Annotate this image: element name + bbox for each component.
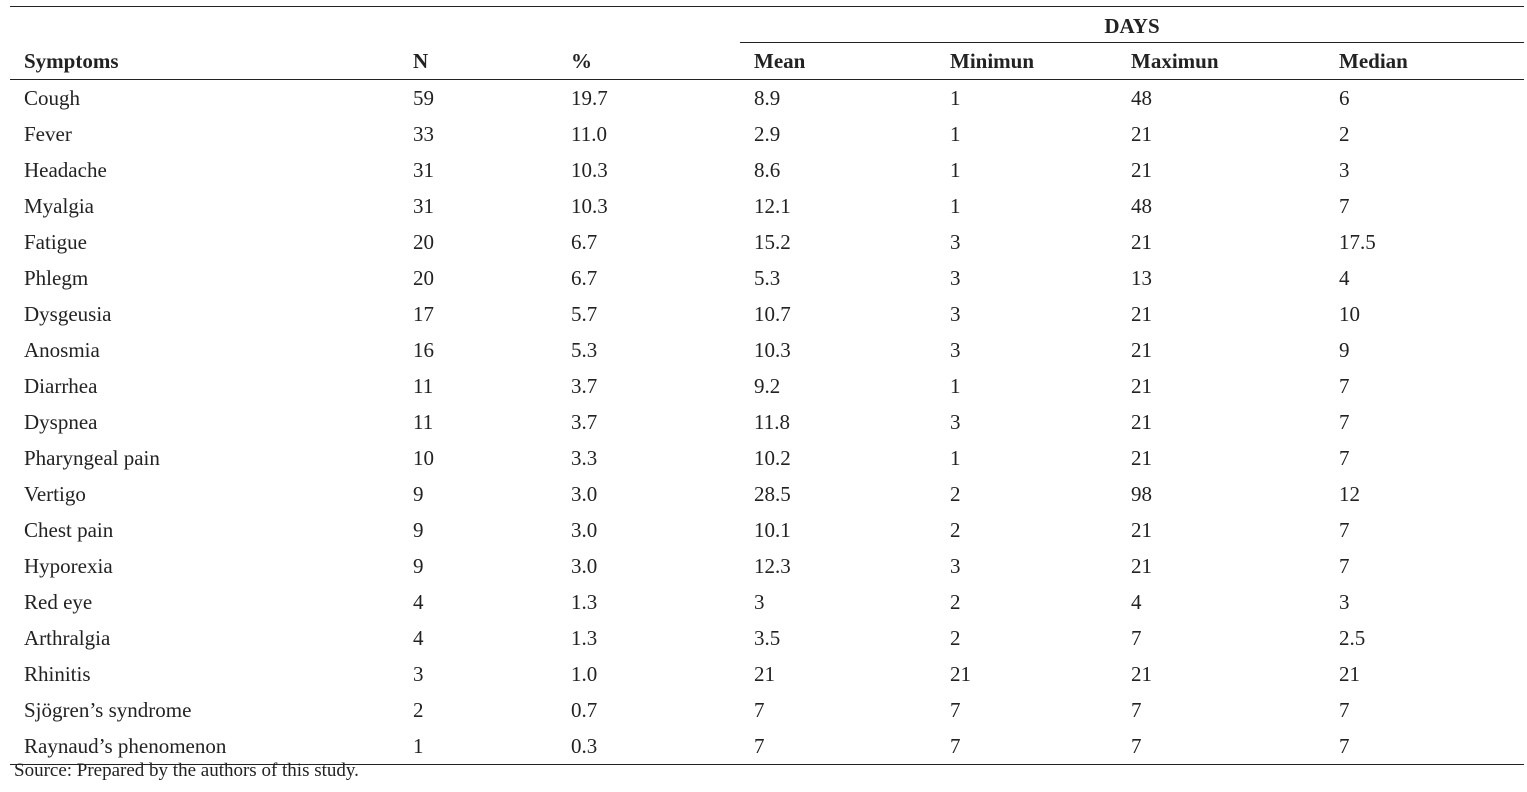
cell-median: 7 (1339, 193, 1350, 218)
cell-minimum: 1 (950, 445, 961, 470)
cell-symptom: Red eye (24, 589, 93, 614)
cell-minimum: 1 (950, 193, 961, 218)
cell-n: 3 (413, 661, 424, 686)
table-row (10, 80, 1524, 117)
cell-mean: 7 (754, 697, 765, 722)
cell-median: 4 (1339, 265, 1350, 290)
cell-minimum: 3 (950, 409, 961, 434)
cell-symptom: Raynaud’s phenomenon (10, 728, 399, 765)
days-group-header: DAYS (1104, 14, 1160, 38)
cell-maximum: 7 (1131, 697, 1142, 722)
cell-median: 7 (1339, 409, 1350, 434)
cell-percent: 1.3 (571, 589, 598, 614)
cell-percent: 3.7 (571, 409, 598, 434)
cell-symptom: Myalgia (24, 193, 94, 218)
cell-n: 59 (413, 85, 434, 110)
cell-symptom: Anosmia (24, 337, 100, 362)
cell-mean: 10.3 (754, 337, 791, 362)
cell-median: 12 (1339, 481, 1360, 506)
cell-percent: 0.7 (571, 697, 598, 722)
cell-percent: 6.7 (571, 265, 598, 290)
cell-n: 4 (413, 625, 424, 650)
table-row (10, 152, 1524, 188)
source-note: Source: Prepared by the authors of this study. (14, 760, 359, 781)
cell-percent: 5.3 (571, 337, 598, 362)
cell-n: 2 (413, 697, 424, 722)
cell-n: 31 (413, 193, 434, 218)
cell-n: 11 (413, 409, 434, 434)
cell-percent: 6.7 (571, 229, 598, 254)
symptoms-table (10, 44, 1524, 765)
cell-mean: 9.2 (754, 373, 781, 398)
cell-maximum: 21 (1131, 553, 1152, 578)
cell-maximum: 48 (1131, 85, 1152, 110)
cell-minimum: 1 (950, 85, 961, 110)
cell-percent: 3.3 (571, 445, 598, 470)
cell-minimum: 2 (950, 517, 961, 542)
cell-mean: 8.9 (754, 85, 781, 110)
cell-n: 17 (413, 301, 434, 326)
days-group-rule (740, 42, 1524, 43)
cell-minimum: 7 (936, 728, 1117, 765)
cell-symptom: Fever (24, 121, 72, 146)
cell-minimum: 3 (950, 337, 961, 362)
table-row (10, 188, 1524, 224)
cell-minimum: 21 (950, 661, 971, 686)
cell-n: 31 (413, 157, 434, 182)
cell-median: 7 (1339, 553, 1350, 578)
cell-percent: 11.0 (571, 121, 607, 146)
table-row (10, 548, 1524, 584)
cell-maximum: 21 (1131, 409, 1152, 434)
cell-mean: 21 (754, 661, 775, 686)
cell-maximum: 21 (1131, 337, 1152, 362)
cell-maximum: 21 (1131, 517, 1152, 542)
cell-symptom: Phlegm (24, 265, 89, 290)
cell-n: 9 (413, 517, 424, 542)
cell-minimum: 2 (950, 625, 961, 650)
cell-n: 16 (413, 337, 434, 362)
cell-percent: 0.3 (557, 728, 740, 765)
cell-maximum: 21 (1131, 157, 1152, 182)
cell-mean: 12.1 (754, 193, 791, 218)
cell-mean: 2.9 (754, 121, 781, 146)
cell-symptom: Fatigue (24, 229, 87, 254)
cell-maximum: 98 (1131, 481, 1152, 506)
table-row (10, 368, 1524, 404)
cell-minimum: 1 (950, 373, 961, 398)
cell-median: 7 (1339, 373, 1350, 398)
col-header-maximum: Maximun (1117, 44, 1325, 80)
cell-mean: 10.1 (754, 517, 791, 542)
cell-symptom: Rhinitis (24, 661, 91, 686)
cell-minimum: 2 (950, 589, 961, 614)
cell-minimum: 1 (950, 157, 961, 182)
cell-maximum: 21 (1131, 445, 1152, 470)
top-rule (10, 6, 1524, 7)
cell-minimum: 1 (950, 121, 961, 146)
cell-mean: 28.5 (754, 481, 791, 506)
cell-percent: 10.3 (571, 157, 608, 182)
cell-mean: 3.5 (754, 625, 781, 650)
cell-symptom: Diarrhea (24, 373, 98, 398)
cell-minimum: 7 (950, 697, 961, 722)
cell-maximum: 21 (1131, 373, 1152, 398)
table-row (10, 476, 1524, 512)
header-row (10, 44, 1524, 80)
cell-percent: 1.3 (571, 625, 598, 650)
cell-median: 7 (1339, 697, 1350, 722)
table-row (10, 440, 1524, 476)
cell-minimum: 2 (950, 481, 961, 506)
cell-median: 7 (1339, 445, 1350, 470)
table-row (10, 224, 1524, 260)
col-header-median: Median (1325, 44, 1524, 80)
cell-maximum: 48 (1131, 193, 1152, 218)
cell-percent: 3.7 (571, 373, 598, 398)
cell-median: 10 (1339, 301, 1360, 326)
cell-percent: 5.7 (571, 301, 598, 326)
cell-median: 2 (1339, 121, 1350, 146)
cell-symptom: Sjögren’s syndrome (24, 697, 192, 722)
cell-symptom: Vertigo (24, 481, 86, 506)
col-header-mean: Mean (740, 44, 936, 80)
cell-mean: 5.3 (754, 265, 781, 290)
cell-median: 6 (1339, 85, 1350, 110)
cell-maximum: 21 (1131, 121, 1152, 146)
cell-n: 4 (413, 589, 424, 614)
cell-minimum: 3 (950, 553, 961, 578)
cell-mean: 15.2 (754, 229, 791, 254)
cell-percent: 3.0 (571, 553, 598, 578)
cell-symptom: Arthralgia (24, 625, 111, 650)
cell-mean: 11.8 (754, 409, 790, 434)
cell-percent: 19.7 (571, 85, 608, 110)
cell-median: 21 (1339, 661, 1360, 686)
cell-n: 20 (413, 265, 434, 290)
cell-median: 2.5 (1339, 625, 1366, 650)
cell-symptom: Chest pain (24, 517, 114, 542)
cell-minimum: 3 (950, 301, 961, 326)
cell-maximum: 21 (1131, 229, 1152, 254)
table-body (10, 80, 1524, 765)
table-row (10, 656, 1524, 692)
cell-median: 7 (1339, 517, 1350, 542)
cell-n: 11 (413, 373, 434, 398)
cell-symptom: Cough (24, 85, 81, 110)
cell-maximum: 7 (1117, 728, 1325, 765)
table-row (10, 296, 1524, 332)
cell-symptom: Dysgeusia (24, 301, 112, 326)
table-row (10, 584, 1524, 620)
cell-mean: 10.2 (754, 445, 791, 470)
cell-median: 3 (1339, 157, 1350, 182)
cell-mean: 8.6 (754, 157, 781, 182)
cell-mean: 10.7 (754, 301, 791, 326)
cell-median: 3 (1339, 589, 1350, 614)
cell-n: 20 (413, 229, 434, 254)
cell-minimum: 3 (950, 229, 961, 254)
col-header-minimum: Minimun (936, 44, 1117, 80)
table-row (10, 620, 1524, 656)
cell-maximum: 21 (1131, 301, 1152, 326)
cell-maximum: 21 (1131, 661, 1152, 686)
col-header-n: N (399, 44, 557, 80)
col-header-percent: % (557, 44, 740, 80)
cell-symptom: Headache (24, 157, 107, 182)
col-header-symptoms: Symptoms (10, 44, 399, 80)
cell-n: 33 (413, 121, 434, 146)
cell-n: 10 (413, 445, 434, 470)
cell-n: 1 (399, 728, 557, 765)
cell-percent: 10.3 (571, 193, 608, 218)
cell-maximum: 13 (1131, 265, 1152, 290)
table-row (10, 404, 1524, 440)
table-row (10, 692, 1524, 728)
cell-percent: 3.0 (571, 481, 598, 506)
cell-mean: 7 (740, 728, 936, 765)
table-row (10, 512, 1524, 548)
cell-percent: 3.0 (571, 517, 598, 542)
table-row (10, 260, 1524, 296)
cell-median: 9 (1339, 337, 1350, 362)
cell-symptom: Dyspnea (24, 409, 98, 434)
cell-n: 9 (413, 481, 424, 506)
cell-mean: 3 (754, 589, 765, 614)
cell-n: 9 (413, 553, 424, 578)
cell-symptom: Pharyngeal pain (24, 445, 160, 470)
table-row (10, 116, 1524, 152)
cell-mean: 12.3 (754, 553, 791, 578)
table-row (10, 332, 1524, 368)
cell-maximum: 4 (1131, 589, 1142, 614)
cell-maximum: 7 (1131, 625, 1142, 650)
cell-minimum: 3 (950, 265, 961, 290)
cell-median: 17.5 (1339, 229, 1376, 254)
cell-median: 7 (1325, 728, 1524, 765)
cell-percent: 1.0 (571, 661, 598, 686)
cell-symptom: Hyporexia (24, 553, 113, 578)
